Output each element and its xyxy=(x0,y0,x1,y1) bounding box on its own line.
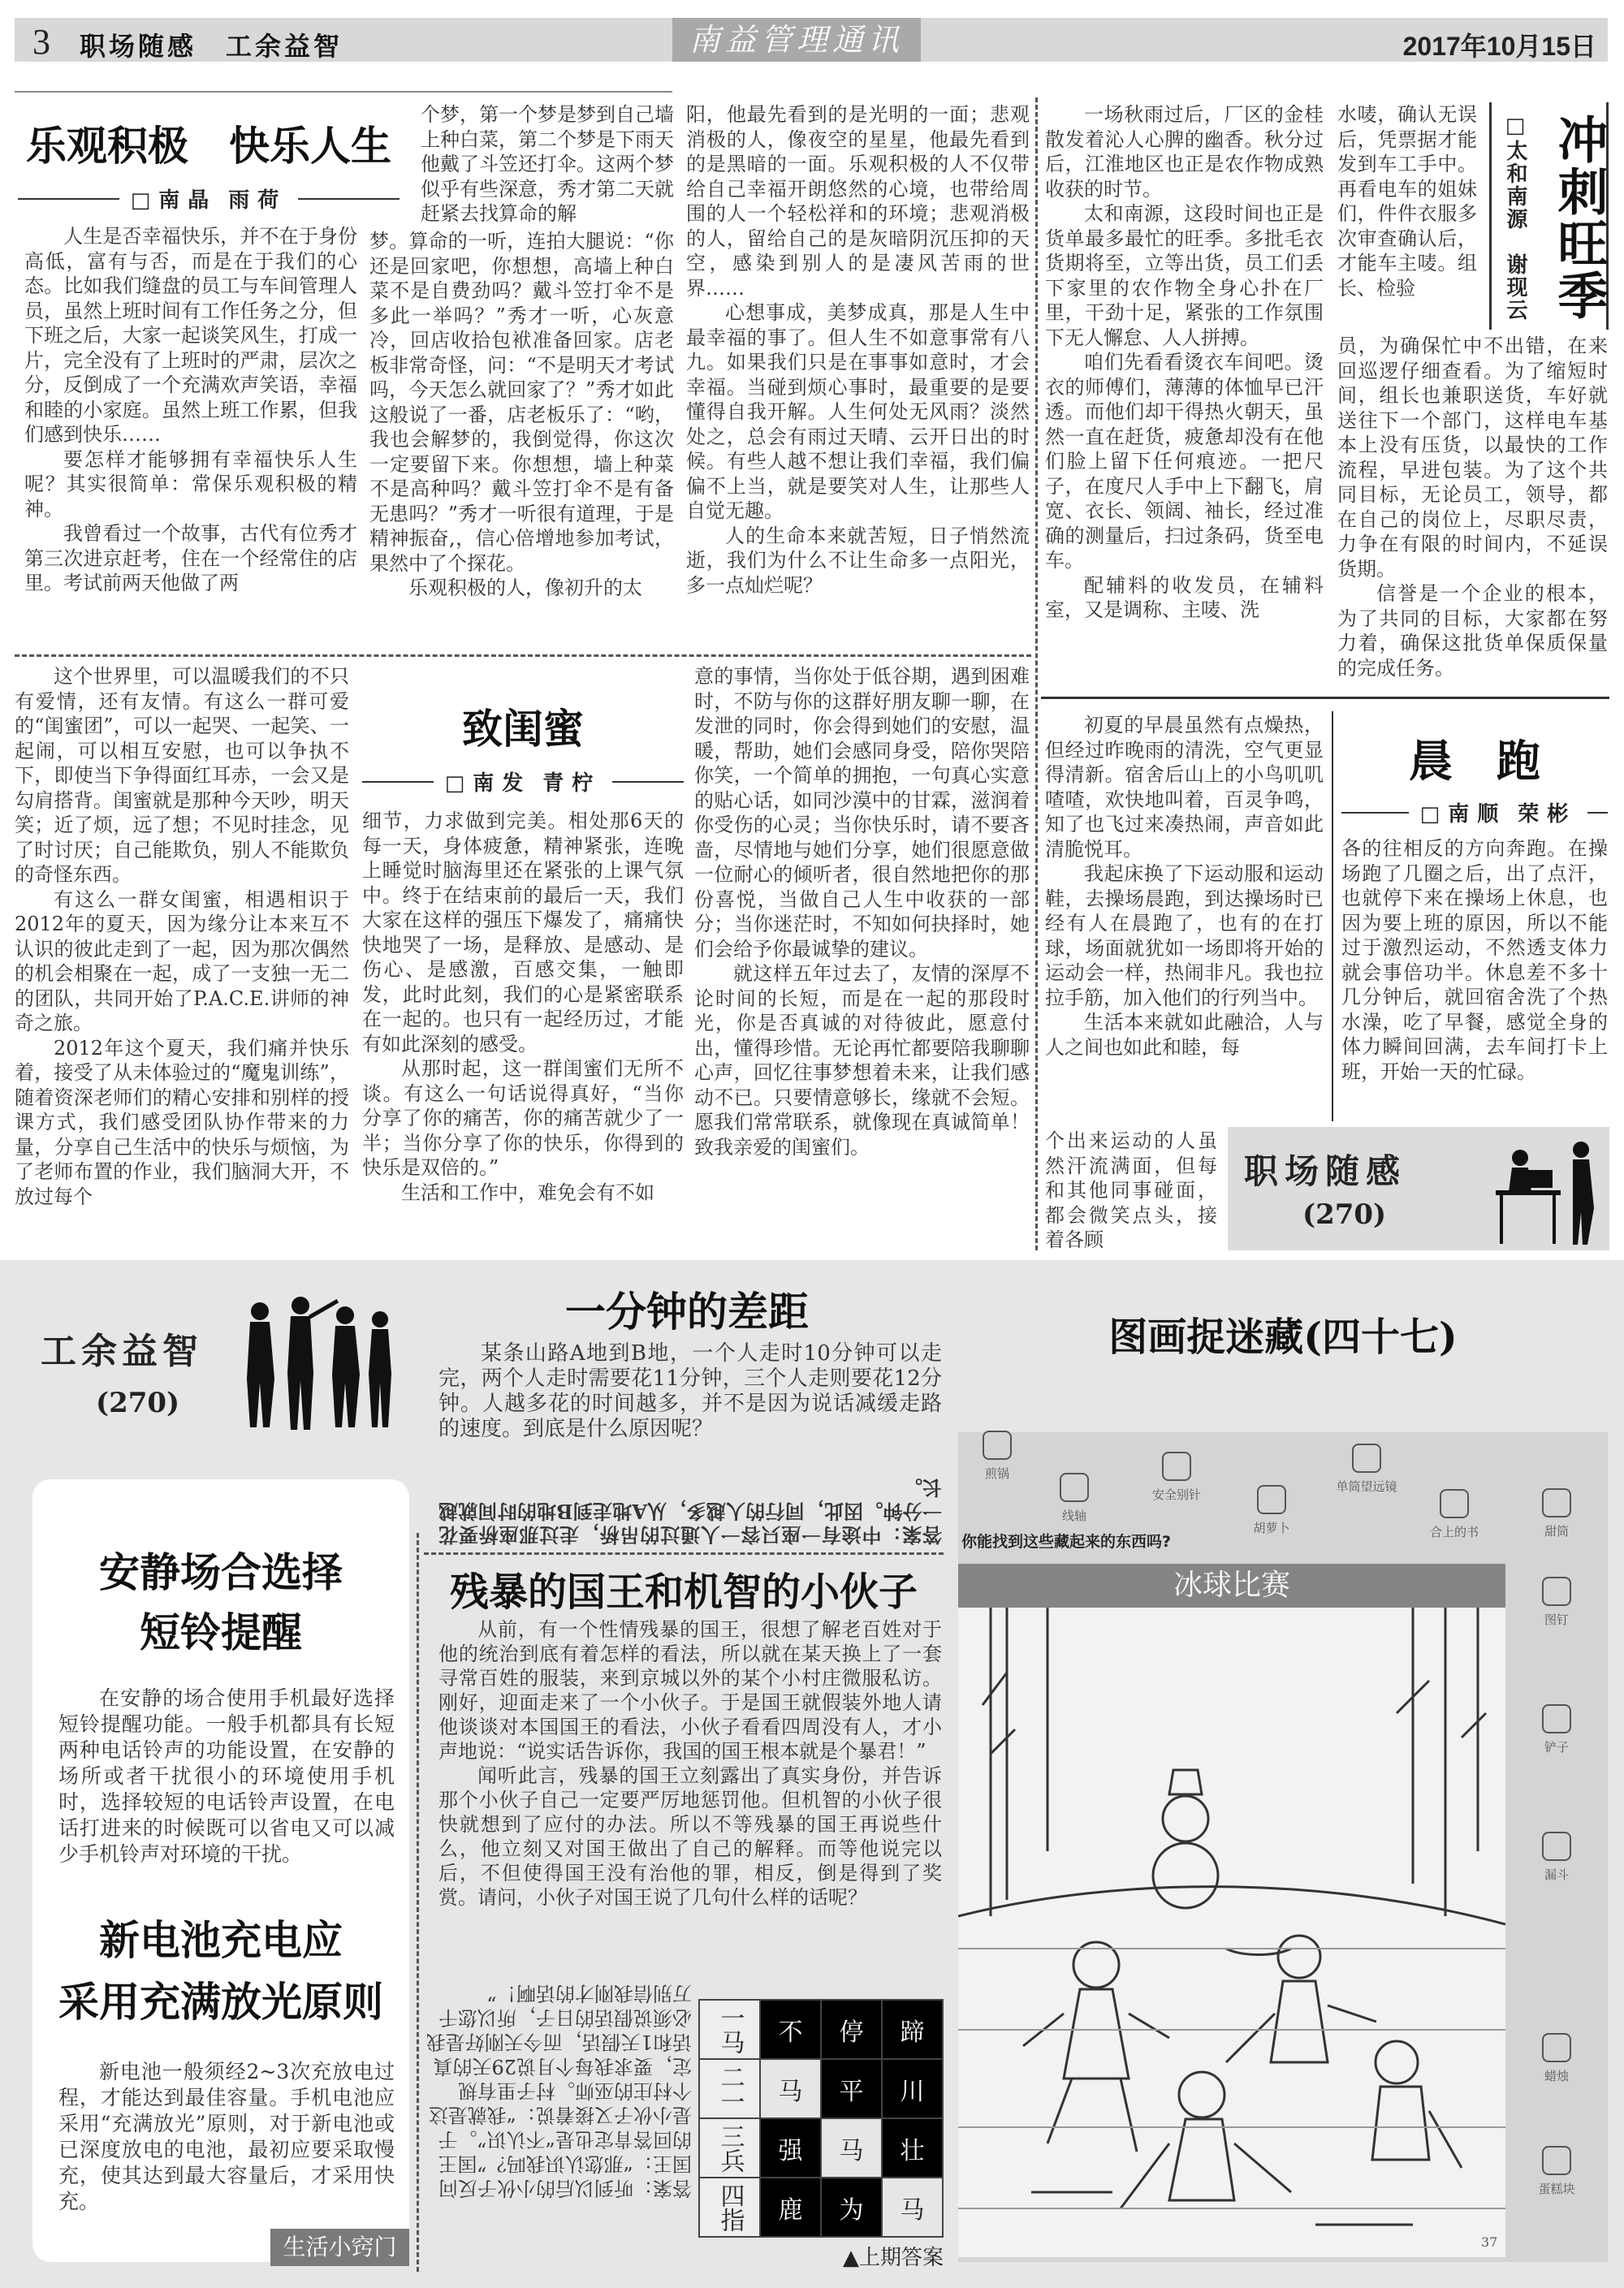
article-column xyxy=(362,809,684,1205)
article-column xyxy=(24,224,357,596)
paragraph: 乐观积极的人，像初升的太 xyxy=(408,576,642,599)
byline-unit: □南顺 xyxy=(1419,802,1507,827)
hidden-item-label: 甜筒 xyxy=(1544,1524,1569,1539)
article-column xyxy=(369,229,674,601)
paragraph: 一场秋雨过后，厂区的金桂散发着沁人心脾的幽香。秋分过后，江淮地区也正是农作物成熟收获的时节。 xyxy=(1045,103,1324,201)
tip-title-line: 新电池充电应 xyxy=(99,1916,343,1964)
paragraph: 心想事成，美梦成真，那是人生中最幸福的事了。但人生不如意事常有八九。如果我们只是在事事如意时，才会幸福。当碰到烦心事时，最重要的是要懂得自我开解。人生何处无风雨？淡然处之，总会有雨过天晴、云开日出的时候。有些人越不想让我们幸福，我们偏偏不上当，就是要笑对人生，让那些人自觉无趣。 xyxy=(686,301,1030,522)
article-column xyxy=(1045,102,1324,623)
hidden-item-icon xyxy=(1352,1444,1381,1473)
article-column xyxy=(421,102,674,227)
last-answer-label: ▲上期答案 xyxy=(843,2246,944,2270)
paragraph: 意的事情，当你处于低谷期，遇到困难时，不防与你的这群好朋友聊一聊，在发泄的同时，你会得到她们的安慰，温暖，帮助，她们会感同身受，陪你哭陪你笑，一个简单的拥抱，一句真心实意的贴心话，如同沙漠中的甘霖，滋润着你受伤的心灵；当你快乐时，请不要吝啬，尽情地与她们分享，她们很愿意做一位耐心的倾听者，很自然地把你的那份喜悦，当做自己人生中收获的一部分；当你迷茫时，不知如何抉择时，她们会给予你最诚挚的建议。 xyxy=(694,665,1030,961)
picture-page-mark: 37 xyxy=(1481,2234,1498,2250)
byline-unit: □南晶 xyxy=(130,188,218,213)
hidden-item-label: 蜡烛 xyxy=(1544,2069,1569,2083)
paragraph: 闻听此言，残暴的国王立刻露出了真实身份，并告诉那个小伙子自己一定要严厉地惩罚他。但机智的小伙子很快就想到了应付的办法。所以不等残暴的国王再说些什么，他立刻又对国王做出了自己的解释。而等他说完以后，不但使得国王没有治他的罪，相反，倒是得到了奖赏。请问，小伙子对国王说了几句什么样的话呢？ xyxy=(438,1764,942,1909)
hidden-item-label: 胡萝卜 xyxy=(1253,1521,1290,1535)
article-column xyxy=(1341,836,1608,1084)
page-header xyxy=(15,18,1608,62)
musicians-silhouette-illustration xyxy=(235,1291,398,1437)
hidden-item-icon xyxy=(1542,2033,1571,2062)
byline: □太和南源 谢现云 xyxy=(1503,114,1527,322)
column-issue: (270) xyxy=(1302,1198,1387,1231)
puzzle-answer-upside-down: 答案：中途有一座只容一人通过的吊桥，走过那座桥要花一分钟。因此，同行的人越多，从A地走到B地的时间就越长。 xyxy=(438,1476,942,1547)
grid-cell: 为 xyxy=(821,2178,882,2237)
paragraph: 水唛，确认无误后，凭票据才能发到车工手中。再看电车的姐妹们，件件衣服多次审查确认后，才能车主唛。组长、检验 xyxy=(1337,103,1477,300)
puzzle-title: 图画捉迷藏(四十七) xyxy=(1108,1315,1458,1360)
grid-cell: 强 xyxy=(760,2118,821,2178)
article-title: 冲刺旺季 xyxy=(1549,114,1609,322)
divider xyxy=(1489,102,1492,330)
issue-date: 2017年10月15日 xyxy=(1402,32,1596,61)
grid-row xyxy=(699,2059,943,2118)
puzzle-body xyxy=(438,1617,942,1910)
hidden-picture-title: 冰球比赛 xyxy=(958,1564,1505,1608)
column-title: 职场随感 xyxy=(1244,1151,1407,1191)
column-badge-workplace xyxy=(1228,1127,1609,1250)
paragraph: 太和南源，这段时间也正是货单最多最忙的旺季。多批毛衣货期将至，立等出货，员工们丢下家里的农作物全身心扑在厂里，干劲十足，紧张的工作氛围下无人懈怠、人人拼搏。 xyxy=(1045,202,1324,349)
paragraph: 初夏的早晨虽然有点燥热，但经过昨晚雨的清洗，空气更显得清新。宿舍后山上的小鸟叽叽喳喳，欢快地叫着，百灵争鸣，知了也飞过来凑热闹，声音如此清脆悦耳。 xyxy=(1045,714,1324,861)
article-column xyxy=(1337,102,1477,300)
tip-title xyxy=(32,1543,409,1663)
paragraph: 人生是否幸福快乐，并不在于身份高低，富有与否，而是在于我们的心态。比如我们缝盘的员工与车间管理人员，虽然上班时间有工作任务之分，但下班之后，大家一起谈笑风生，打成一片，完全没有了上班时的严肃，层次之分，反倒成了一个充满欢声笑语，幸福和睦的小家庭。虽然上班工作累，但我们感到快乐…… xyxy=(24,225,357,446)
article-column xyxy=(15,664,349,1209)
hidden-item-icon xyxy=(983,1431,1012,1460)
paragraph: 员，为确保忙中不出错，在来回巡逻仔细查看。为了缩短时间，组长也兼职送货，车好就送往下一个部门，这样电车基本上没有压货，以最快的工作流程，早进包装。为了这个共同目标，无论员工，领导，都在自己的岗位上，尽职尽责，力争在有限的时间内，不延误货期。 xyxy=(1337,335,1608,581)
hidden-item-icon xyxy=(1542,2146,1571,2175)
grid-row-label: 一马 xyxy=(699,2000,760,2059)
masthead-logo: 南益管理通讯 xyxy=(672,18,921,62)
tip-title xyxy=(32,1910,409,2033)
grid-row xyxy=(699,2178,943,2237)
article-column xyxy=(1337,334,1608,680)
paragraph: 在安静的场合使用手机最好选择短铃提醒功能。一般手机都具有长短两种电话铃声的功能设置，在安静的场所或者干扰很小的环境使用手机时，选择较短的电话铃声设置，在电话打进来的时候既可以省电又可以减少手机铃声对环境的干扰。 xyxy=(58,1686,395,1866)
hidden-item-label: 漏斗 xyxy=(1544,1867,1569,1882)
paragraph: 配辅料的收发员，在辅料室，又是调称、主唛、洗 xyxy=(1045,573,1324,621)
paragraph: 信誉是一个企业的根本，为了共同的目标，大家都在努力着，确保这批货单保质保量的完成任务。 xyxy=(1337,582,1608,680)
byline-author: 雨荷 xyxy=(228,188,287,213)
paragraph: 要怎样才能够拥有幸福快乐人生呢？其实很简单：常保乐观积极的精神。 xyxy=(24,447,357,520)
article-title: 致闺蜜 xyxy=(462,705,584,753)
hidden-item-icon xyxy=(1542,1577,1571,1606)
article-column xyxy=(1045,1129,1217,1253)
hidden-item-icon xyxy=(1440,1489,1469,1518)
divider xyxy=(417,1533,419,2272)
grid-cell: 马 xyxy=(760,2059,821,2118)
paragraph: 这个世界里，可以温暖我们的不只有爱情，还有友情。有这么一群可爱的“闺蜜团”，可以一起哭、一起笑、一起闹，可以相互安慰，也可以争执不下，即使当下争得面红耳赤，一会又是勾肩搭背。闺蜜就是那种今天吵，明天笑；近了烦，远了想；不见时挂念，见了时讨厌；自己能欺负，别人不能欺负的奇怪东西。 xyxy=(15,665,349,886)
paragraph: 从前，有一个性情残暴的国王，很想了解老百姓对于他的统治到底有着怎样的看法，所以就在某天换上了一套寻常百姓的服装，来到京城以外的某个小村庄微服私访。刚好，迎面走来了一个小伙子。于是国王就假装外地人请他谈谈对本国国王的看法，小伙子看看四周没有人，才小声地说：“说实话告诉你，我国的国王根本就是个暴君！” xyxy=(438,1618,942,1763)
article-title: 晨 跑 xyxy=(1409,735,1540,787)
paragraph: 有这么一群女闺蜜，相遇相识于2012年的夏天，因为缘分让本来互不认识的彼此走到了一起，因为那次偶然的机会相聚在一起，成了一支独一无二的团队，共同开始了P.A.C.E.讲师的神奇之旅。 xyxy=(15,887,349,1034)
paragraph: 阳，他最先看到的是光明的一面；悲观消极的人，像夜空的星星，他最先看到的是黑暗的一面。乐观积极的人不仅带给自己幸福开朗悠然的心境，也带给周围的人一个轻松祥和的环境；悲观消极的人，留给自己的是灰暗阴沉压抑的天空，感染到别人的是凄风苦雨的世界…… xyxy=(686,103,1030,300)
divider xyxy=(1332,711,1333,1121)
tip-body xyxy=(58,2059,395,2215)
puzzle-title: 一分钟的差距 xyxy=(565,1288,809,1336)
grid-cell: 马 xyxy=(821,2118,882,2178)
paragraph: 个梦，第一个梦是梦到自己墙上种白菜，第二个梦是下雨天他戴了斗笠还打伞。这两个梦似乎有些深意，秀才第二天就赶紧去找算命的解 xyxy=(421,103,674,225)
divider xyxy=(1035,97,1038,1250)
grid-row-label: 二一 xyxy=(699,2059,760,2118)
column-issue: (270) xyxy=(96,1387,180,1419)
byline xyxy=(1341,797,1608,827)
grid-cell: 不 xyxy=(760,2000,821,2059)
grid-row xyxy=(699,2118,943,2178)
grid-cell: 平 xyxy=(821,2059,882,2118)
office-workers-illustration xyxy=(1488,1133,1605,1247)
paragraph: 人的生命本来就苦短，日子悄然流逝，我们为什么不让生命多一点阳光，多一点灿烂呢？ xyxy=(686,524,1030,597)
paragraph: 2012年这个夏天，我们痛并快乐着，接受了从未体验过的“魔鬼训练”，随着资深老师们的精心安排和别样的授课方式，我们感受团队协作带来的力量，分享自己生活中的快乐与烦恼，为了老师布置的作业，我们脑洞大开，不放过每个 xyxy=(15,1036,349,1208)
paragraph: 新电池一般须经2~3次充放电过程，才能达到最佳容量。手机电池应采用“充满放光”原则，对于新电池或已深度放电的电池，最初应要采取慢充，使其达到最大容量后，才采用快充。 xyxy=(58,2060,395,2213)
grid-cell: 蹄 xyxy=(882,2000,943,2059)
hidden-item-icon xyxy=(1542,1832,1571,1861)
section-names: 职场随感 工余益智 xyxy=(80,31,343,62)
hidden-item-label: 铲子 xyxy=(1544,1740,1569,1755)
tip-title-line: 安静场合选择 xyxy=(99,1548,343,1596)
hidden-item-icon xyxy=(1542,1704,1571,1733)
article-column xyxy=(694,664,1030,1159)
hidden-item-label: 单筒望远镜 xyxy=(1336,1479,1397,1494)
puzzle-title: 残暴的国王和机智的小伙子 xyxy=(449,1569,918,1615)
paragraph: 梦。算命的一听，连拍大腿说：“你还是回家吧，你想想，高墙上种白菜不是自费劲吗？戴斗笠打伞不是多此一举吗？”秀才一听，心灰意冷，回店收拾包袱准备回家。店老板非常奇怪，问：“不是明天才考试吗，今天怎么就回家了？”秀才如此这般说了一番，店老板乐了：“哟，我也会解梦的，我倒觉得，你这次一定要留下来。你想想，墙上种菜不是高种吗？戴斗笠打伞不是有备无患吗？”秀才一听很有道理，于是精神振奋,，信心倍增地参加考试，果然中了个探花。 xyxy=(369,230,674,575)
paragraph: 个出来运动的人虽然汗流满面，但每和其他同事碰面，都会微笑点头，接着各顾 xyxy=(1045,1129,1217,1251)
ice-hockey-sketch-illustration xyxy=(958,1608,1505,2257)
tip-title-line: 采用充满放光原则 xyxy=(58,1978,383,2026)
puzzle-answer-upside-down: 答案：听到以后的小伙子反问国王：“那您认识我吗？”国王的回答肯定也是“不认识”。于是小伙子又接着说：“我就是这个村庄的巫师。村子里有规定，要求我每个月说29天的真话和1天假话，而今天刚好是我必须说假话的日子，所以您千万别信我刚才的话啊！” xyxy=(425,1982,692,2200)
last-answer-grid xyxy=(698,1999,944,2238)
paragraph: 咱们先看看烫衣车间吧。烫衣的师傅们，薄薄的体恤早已汗透。而他们却干得热火朝天，虽然一直在赶货，疲惫却没有在他们脸上留下任何痕迹。一把尺子，在度尺人手中上下翻飞，肩宽、衣长、领阔、袖长，经过准确的测量后，扫过条码，货至电车。 xyxy=(1045,351,1324,572)
grid-cell: 川 xyxy=(882,2059,943,2118)
byline-author: 荣彬 xyxy=(1518,802,1577,827)
hidden-item-icon xyxy=(1162,1452,1191,1481)
paragraph: 从那时起，这一群闺蜜们无所不谈。有这么一句话说得真好，“当你分享了你的痛苦，你的痛苦就少了一半；当你分享了你的快乐，你得到的快乐是双倍的。” xyxy=(362,1057,684,1179)
grid-cell: 壮 xyxy=(882,2118,943,2178)
paragraph: 细节，力求做到完美。相处那6天的每一天，身体疲惫，精神紧张，连晚上睡觉时脑海里还在紧张的上课气氛中。终于在结束前的最后一天，我们大家在这样的强压下爆发了，痛痛快快地哭了一场，是释放、是感动、是伤心、是感激，百感交集，一触即发，此时此刻，我们的心是紧密联系在一起的。也只有一起经历过，才能有如此深刻的感受。 xyxy=(362,809,684,1056)
paragraph: 我起床换了下运动服和运动鞋，去操场晨跑，到达操场时已经有人在晨跑了，也有的在打球，场面就犹如一场即将开始的运动会一样，热闹非凡。我也拉拉手筋，加入他们的行列当中。 xyxy=(1045,862,1324,1009)
grid-row-label: 三兵 xyxy=(699,2118,760,2178)
paragraph: 某条山路A地到B地，一个人走时10分钟可以走完，两个人走时需要花11分钟，三个人走则要花12分钟。人越多花的时间越多，并不是因为说话减缓走路的速度。到底是什么原因呢？ xyxy=(438,1341,942,1441)
puzzle-body xyxy=(438,1341,942,1442)
page-number: 3 xyxy=(32,22,50,62)
hidden-item-label: 合上的书 xyxy=(1429,1525,1479,1539)
byline xyxy=(362,766,684,796)
paragraph: 我曾看过一个故事，古代有位秀才第三次进京赶考，住在一个经常住的店里。考试前两天他做了两 xyxy=(24,522,357,594)
paragraph: 生活和工作中，难免会有不如 xyxy=(401,1181,654,1204)
hidden-item-icon xyxy=(1060,1473,1089,1502)
hidden-item-icon xyxy=(1542,1488,1571,1517)
grid-row-label: 四指 xyxy=(699,2178,760,2237)
paragraph: 各的往相反的方向奔跑。在操场跑了几圈之后，出了点汗，也就停下来在操场上休息，也因为要上班的原因，所以不能过于激烈运动，不然透支体力就会事倍功半。休息差不多十几分钟后，就回宿舍洗了个热水澡，吃了早餐，感觉全身的体力瞬间回满，去车间打卡上班，开始一天的忙碌。 xyxy=(1341,837,1608,1083)
byline-author: 青柠 xyxy=(542,771,602,796)
hidden-item-label: 安全别针 xyxy=(1151,1487,1201,1502)
paragraph: 就这样五年过去了，友情的深厚不论时间的长短，而是在一起的那段时光，你是否真诚的对待彼此，愿意付出，懂得珍惜。无论再忙都要陪我聊聊心声，回忆往事梦想着未来，让我们感动不已。只要情意够长，缘就不会短。愿我们常常联系，就像现在真诚简单！致我亲爱的闺蜜们。 xyxy=(694,962,1030,1159)
divider xyxy=(424,1552,944,1555)
hidden-item-icon xyxy=(1257,1485,1286,1514)
tips-label: 生活小窍门 xyxy=(270,2229,409,2266)
hidden-item-label: 线轴 xyxy=(1061,1509,1086,1523)
byline xyxy=(18,183,400,214)
grid-row xyxy=(699,2000,943,2059)
paragraph: 生活本来就如此融洽，人与人之间也如此和睦，每 xyxy=(1045,1011,1324,1059)
divider xyxy=(1041,697,1609,699)
hidden-picture-prompt: 你能找到这些藏起来的东西吗? xyxy=(961,1533,1172,1551)
tip-title-line: 短铃提醒 xyxy=(140,1608,302,1656)
grid-cell: 鹿 xyxy=(760,2178,821,2237)
tip-body xyxy=(58,1686,395,1867)
column-title: 工余益智 xyxy=(41,1331,203,1372)
article-column xyxy=(686,102,1030,598)
grid-cell: 停 xyxy=(821,2000,882,2059)
grid-cell: 马 xyxy=(882,2178,943,2237)
hidden-item-label: 图钉 xyxy=(1544,1612,1569,1627)
article-title: 乐观积极 快乐人生 xyxy=(26,122,391,170)
hidden-item-label: 蛋糕块 xyxy=(1538,2182,1575,2196)
hidden-item-label: 煎锅 xyxy=(984,1466,1009,1481)
divider xyxy=(15,91,672,93)
byline-unit: □南发 xyxy=(444,771,532,796)
divider xyxy=(15,654,1031,657)
article-column xyxy=(1045,713,1324,1060)
